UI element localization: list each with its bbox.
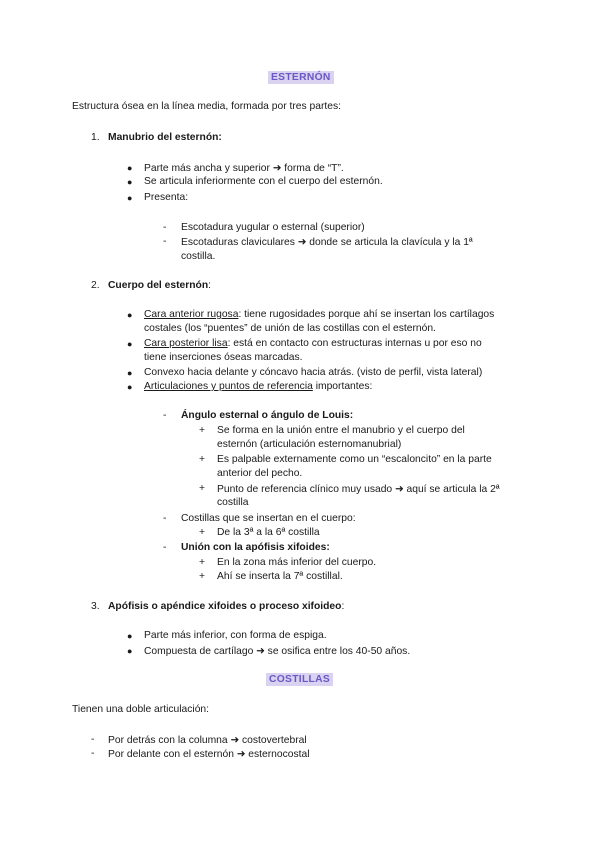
sub-item: Costillas que se insertan en el cuerpo: xyxy=(181,513,356,524)
part-title: Manubrio del esternón: xyxy=(108,132,222,143)
list-number: 3. xyxy=(91,601,100,612)
dash-icon: - xyxy=(91,734,95,745)
list-item: Por detrás con la columna ➜ costovertebral xyxy=(108,735,307,746)
plus-icon: + xyxy=(199,483,206,494)
sub-item: Escotadura yugular o esternal (superior) xyxy=(181,222,365,233)
list-item: Parte más inferior, con forma de espiga. xyxy=(144,630,327,641)
list-item: Compuesta de cartílago ➜ se osifica entre los 40-50 años. xyxy=(144,646,411,657)
sub-item-cont: costilla. xyxy=(181,251,216,262)
list-item: Se articula inferiormente con el cuerpo del esternón. xyxy=(144,176,383,187)
bullet-icon: ● xyxy=(127,163,133,173)
bullet-icon: ● xyxy=(127,382,133,392)
list-item: Por delante con el esternón ➜ esternocostal xyxy=(108,749,310,760)
list-item: Cara posterior lisa: está en contacto con estructuras internas u por eso no xyxy=(144,338,482,349)
list-item-cont: tiene inserciones óseas marcadas. xyxy=(144,352,303,363)
section-title-costillas: COSTILLAS xyxy=(266,674,333,685)
sub-heading: Unión con la apófisis xifoides: xyxy=(181,542,330,553)
dash-icon: - xyxy=(163,542,167,553)
sub-sub-item: Se forma en la unión entre el manubrio y el cuerpo del xyxy=(217,425,465,436)
intro-text: Estructura ósea en la línea media, formada por tres partes: xyxy=(72,101,342,112)
list-item-cont: costales (los “puentes” de unión de las costillas con el esternón. xyxy=(144,323,436,334)
list-item: Cara anterior rugosa: tiene rugosidades porque ahí se insertan los cartílagos xyxy=(144,309,495,320)
bullet-icon: ● xyxy=(127,339,133,349)
plus-icon: + xyxy=(199,425,206,436)
list-item: Parte más ancha y superior ➜ forma de “T”. xyxy=(144,163,344,174)
bullet-icon: ● xyxy=(127,177,133,187)
plus-icon: + xyxy=(199,571,206,582)
list-item: Presenta: xyxy=(144,192,189,203)
list-item: Convexo hacia delante y cóncavo hacia atrás. (visto de perfil, vista lateral) xyxy=(144,367,483,378)
part-title: Cuerpo del esternón: xyxy=(108,280,211,291)
bullet-icon: ● xyxy=(127,631,133,641)
bullet-icon: ● xyxy=(127,310,133,320)
sub-sub-item-cont: esternón (articulación esternomanubrial) xyxy=(217,439,402,450)
plus-icon: + xyxy=(199,454,206,465)
list-number: 2. xyxy=(91,280,100,291)
costillas-intro: Tienen una doble articulación: xyxy=(72,704,210,715)
sub-sub-item-cont: costilla xyxy=(217,497,249,508)
sub-sub-item-cont: anterior del pecho. xyxy=(217,468,303,479)
list-item: Articulaciones y puntos de referencia importantes: xyxy=(144,381,373,392)
dash-icon: - xyxy=(163,410,167,421)
dash-icon: - xyxy=(163,222,167,233)
dash-icon: - xyxy=(91,748,95,759)
plus-icon: + xyxy=(199,527,206,538)
sub-sub-item: Punto de referencia clínico muy usado ➜ aquí se articula la 2ª xyxy=(217,484,500,495)
bullet-icon: ● xyxy=(127,368,133,378)
sub-sub-item: De la 3ª a la 6ª costilla xyxy=(217,527,320,538)
dash-icon: - xyxy=(163,513,167,524)
plus-icon: + xyxy=(199,557,206,568)
dash-icon: - xyxy=(163,236,167,247)
bullet-icon: ● xyxy=(127,193,133,203)
list-number: 1. xyxy=(91,132,100,143)
sub-sub-item: En la zona más inferior del cuerpo. xyxy=(217,557,377,568)
sub-sub-item: Es palpable externamente como un “escaloncito” en la parte xyxy=(217,454,492,465)
sub-item: Escotaduras claviculares ➜ donde se articula la clavícula y la 1ª xyxy=(181,237,473,248)
part-title: Apófisis o apéndice xifoides o proceso xifoideo: xyxy=(108,601,345,612)
sub-heading: Ángulo esternal o ángulo de Louis: xyxy=(181,410,354,421)
sub-sub-item: Ahí se inserta la 7ª costillal. xyxy=(217,571,343,582)
bullet-icon: ● xyxy=(127,646,133,656)
section-title-esternon: ESTERNÓN xyxy=(268,72,334,83)
